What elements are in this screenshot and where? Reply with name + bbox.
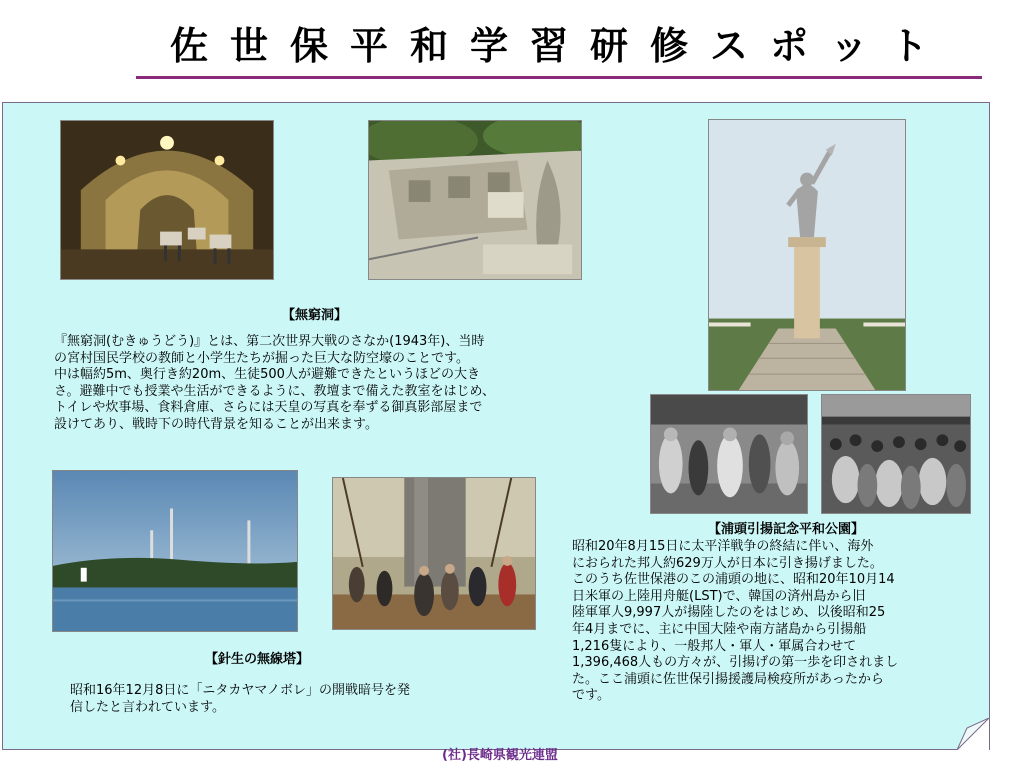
uragashira-description: 昭和20年8月15日に太平洋戦争の終結に伴い、海外 におられた邦人約629万人が日本に引き揚げました。 このうち佐世保港のこの浦頭の地に、昭和20年10月14 日米軍の上陸用舟艇(LST)で、韓国の済州島から旧 陸軍軍人9,997人が揚陸したのをはじめ、以後昭和25 年4月までに、主に中国大陸や南方諸島から引揚船 1,216隻により、一般邦人・軍人・軍属合わせて 1,396,468人もの方々が、引揚げの第一歩を印されまし た。ここ浦頭に佐世保引揚援護局検疫所があったから です。: [572, 539, 899, 704]
hario-heading: 【針生の無線塔】: [205, 652, 310, 667]
title-underline: [136, 76, 982, 79]
radio-towers-bay-photo: [52, 470, 298, 632]
mukyudo-heading: 【無窮洞】: [282, 308, 348, 323]
footer-credit: (社)長崎県観光連盟: [442, 748, 558, 763]
stone-monument-photo: [368, 120, 582, 280]
mukyudo-description: 『無窮洞(むきゅうどう)』とは、第二次世界大戦のさなか(1943年)、当時 の宮村国民学校の教師と小学生たちが掘った巨大な防空壕のことです。 中は幅約5m、奥行き約20m、生徒500人が避難できたというほどの大き さ。避難中でも授業や生活ができるように、教壇まで備えた教室をはじめ、 トイレや炊事場、食料倉庫、さらには天皇の写真を奉ずる御真影部屋まで 設けてあり、戦時下の時代背景を知ることが出来ます。: [54, 334, 495, 432]
repatriates-photo-2: [821, 394, 971, 514]
uragashira-heading: 【浦頭引揚記念平和公園】: [708, 522, 865, 537]
page-title: 佐世保平和学習研修スポット: [169, 24, 950, 68]
peace-statue-photo: [708, 119, 906, 391]
tunnel-interior-photo: [60, 120, 274, 280]
tower-visitors-photo: [332, 477, 536, 630]
hario-description: 昭和16年12月8日に「ニタカヤマノボレ」の開戦暗号を発 信したと言われています。: [70, 683, 410, 715]
repatriates-photo-1: [650, 394, 808, 514]
